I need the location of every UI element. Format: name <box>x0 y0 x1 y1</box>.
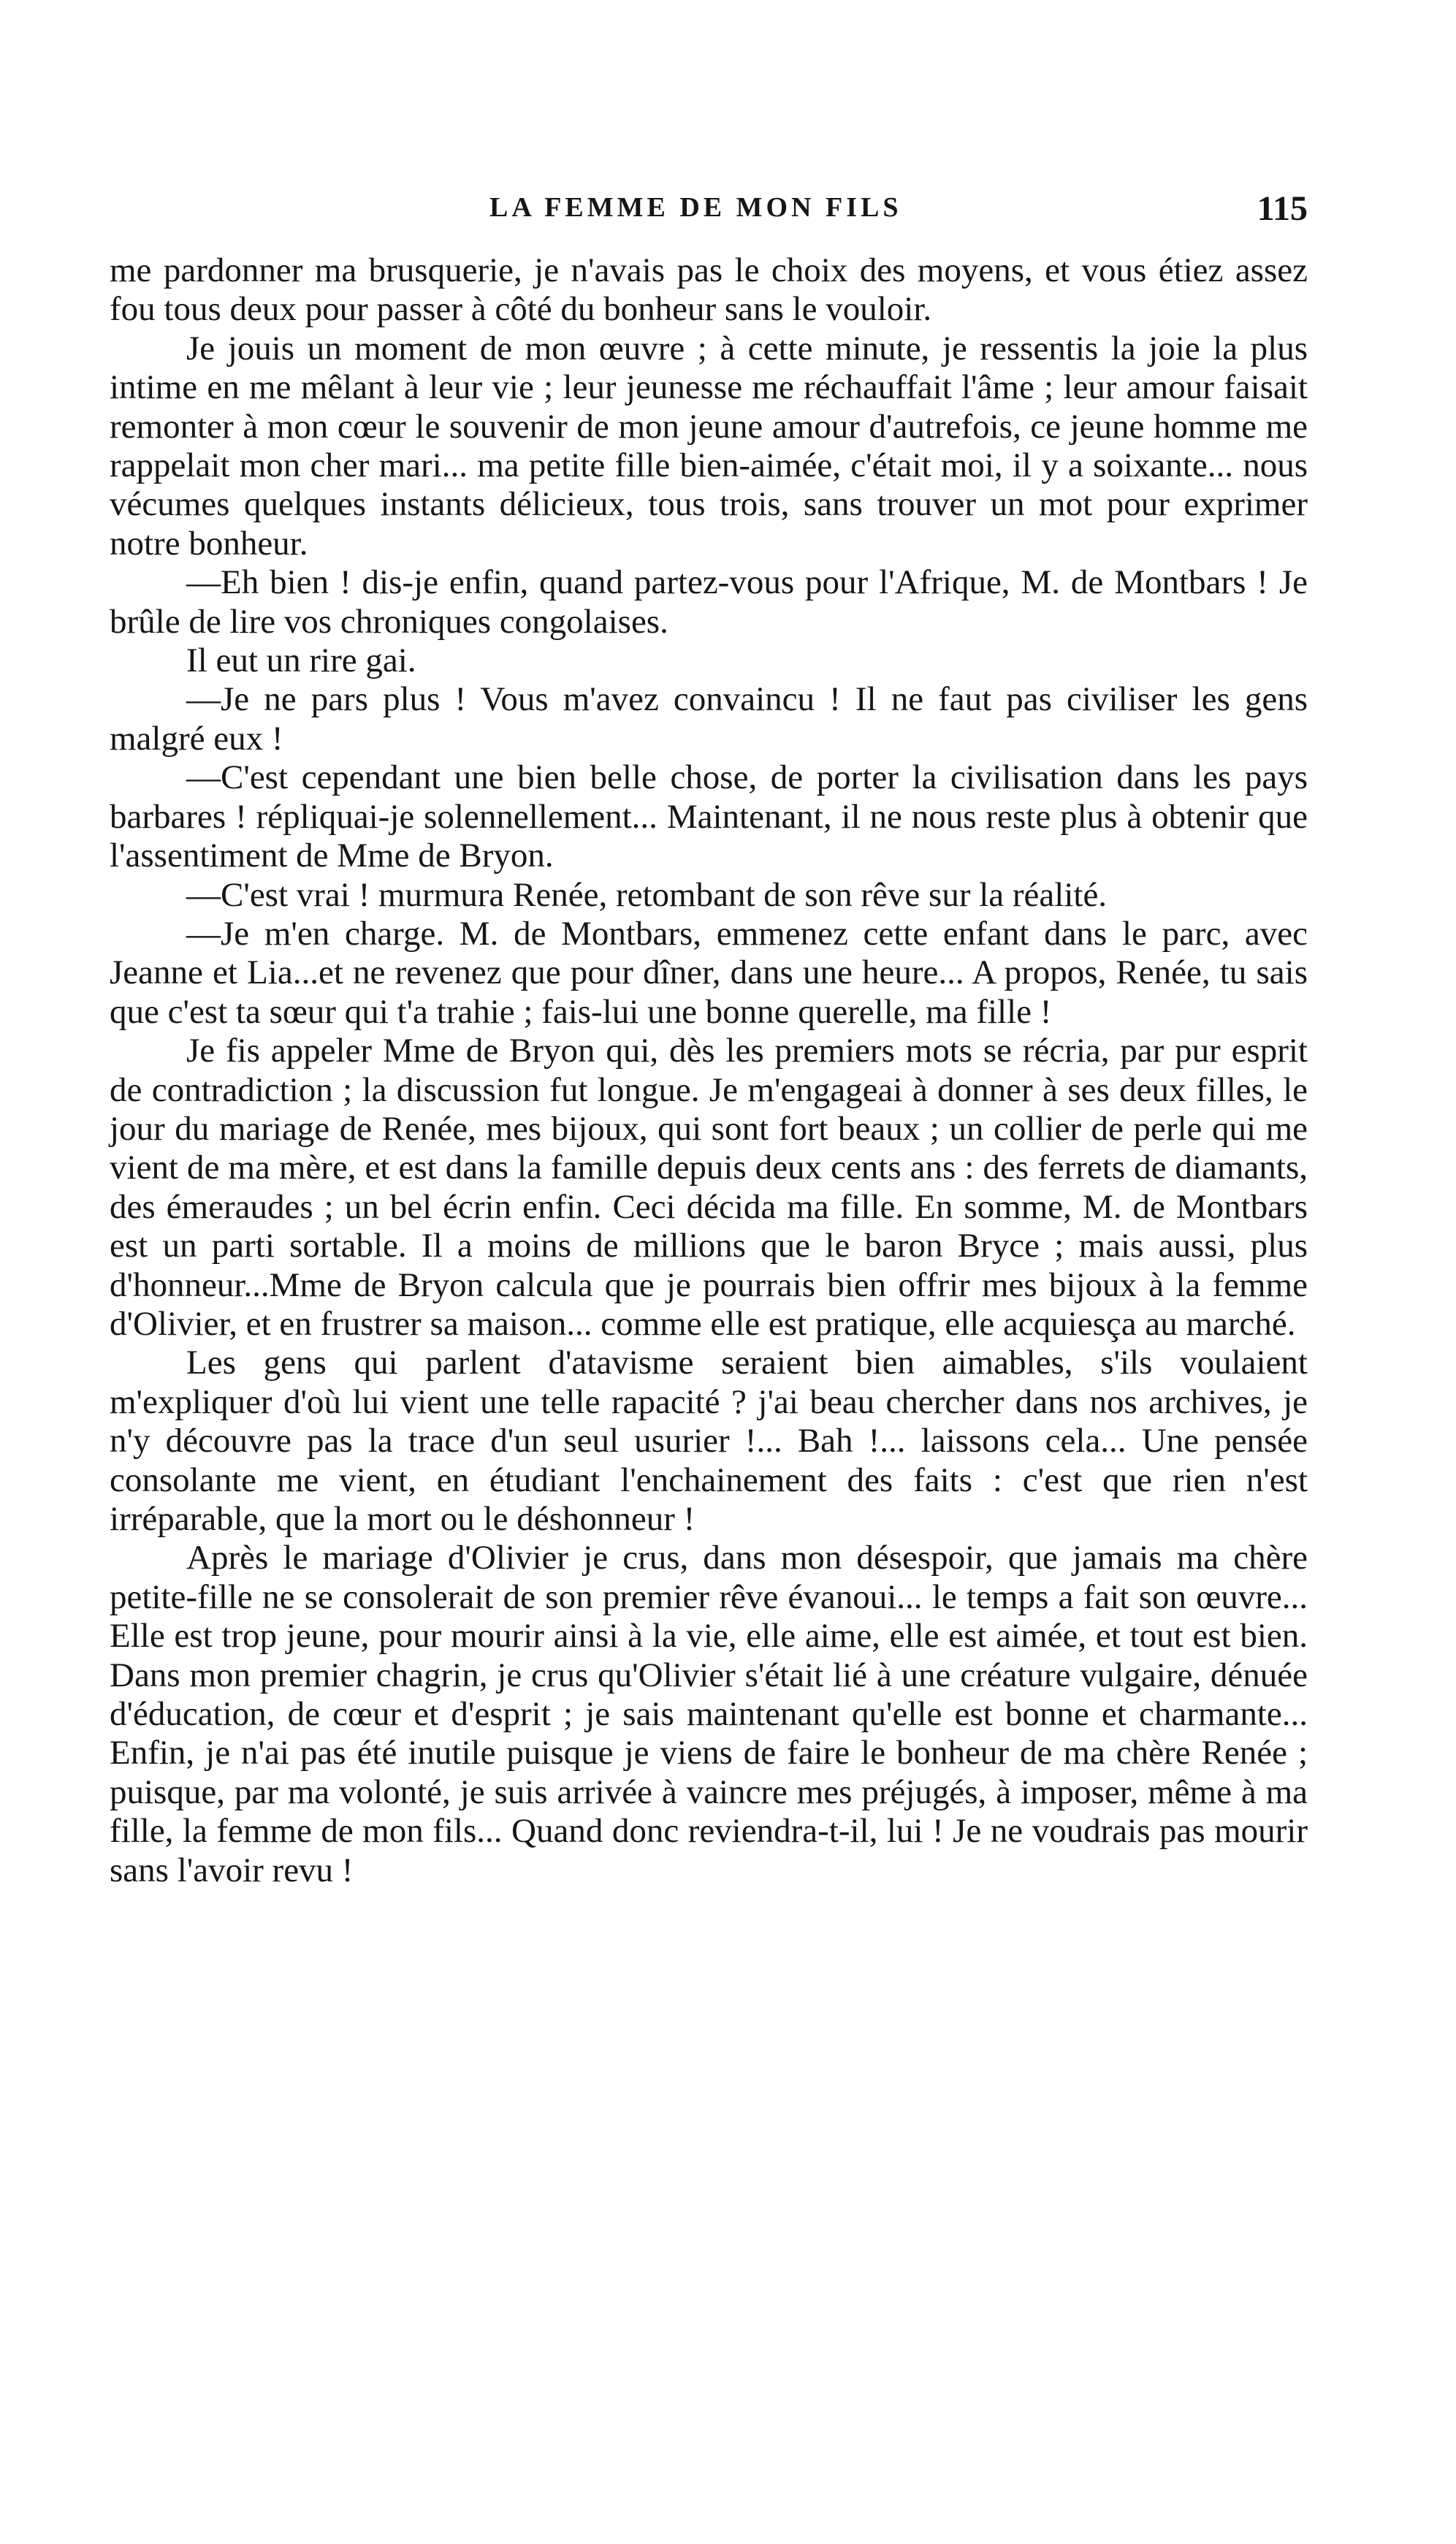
paragraph: —Je ne pars plus ! Vous m'avez convaincu ! Il ne faut pas civiliser les gens malgré eux ! <box>110 680 1308 758</box>
paragraph: Je fis appeler Mme de Bryon qui, dès les premiers mots se récria, par pur esprit de contradiction ; la discussion fut longue. Je m'engageai à donner à ses deux filles, le jour du mariage de Renée, mes bijoux, qui sont fort beaux ; un collier de perle qui me vient de ma mère, et est dans la famille depuis deux cents ans : des ferrets de diamants, des émeraudes ; un bel écrin enfin. Ceci décida ma fille. En somme, M. de Montbars est un parti sortable. Il a moins de millions que le baron Bryce ; mais aussi, plus d'honneur...Mme de Bryon calcula que je pourrais bien offrir mes bijoux à la femme d'Olivier, et en frustrer sa maison... comme elle est pratique, elle acquiesça au marché. <box>110 1032 1308 1343</box>
paragraph: Les gens qui parlent d'atavisme seraient bien aimables, s'ils voulaient m'expliquer d'où lui vient une telle rapacité ? j'ai beau chercher dans nos archives, je n'y découvre pas la trace d'un seul usurier !... Bah !... laissons cela... Une pensée consolante me vient, en étudiant l'enchainement des faits : c'est que rien n'est irréparable, que la mort ou le déshonneur ! <box>110 1344 1308 1538</box>
page-number: 115 <box>1257 189 1308 228</box>
book-page <box>110 191 1308 1890</box>
paragraph: Après le mariage d'Olivier je crus, dans mon désespoir, que jamais ma chère petite-fille ne se consolerait de son premier rêve évanoui... le temps a fait son œuvre... Elle est trop jeune, pour mourir ainsi à la vie, elle aime, elle est aimée, et tout est bien. Dans mon premier chagrin, je crus qu'Olivier s'était lié à une créature vulgaire, dénuée d'éducation, de cœur et d'esprit ; je sais maintenant qu'elle est bonne et charmante... Enfin, je n'ai pas été inutile puisque je viens de faire le bonheur de ma chère Renée ; puisque, par ma volonté, je suis arrivée à vaincre mes préjugés, à imposer, même à ma fille, la femme de mon fils... Quand donc reviendra-t-il, lui ! Je ne voudrais pas mourir sans l'avoir revu ! <box>110 1539 1308 1889</box>
paragraph: —Je m'en charge. M. de Montbars, emmenez cette enfant dans le parc, avec Jeanne et Lia...et ne revenez que pour dîner, dans une heure... A propos, Renée, tu sais que c'est ta sœur qui t'a trahie ; fais-lui une bonne querelle, ma fille ! <box>110 914 1308 1031</box>
paragraph: Je jouis un moment de mon œuvre ; à cette minute, je ressentis la joie la plus intime en me mêlant à leur vie ; leur jeunesse me réchauffait l'âme ; leur amour faisait remonter à mon cœur le souvenir de mon jeune amour d'autrefois, ce jeune homme me rappelait mon cher mari... ma petite fille bien-aimée, c'était moi, il y a soixante... nous vécumes quelques instants délicieux, tous trois, sans trouver un mot pour exprimer notre bonheur. <box>110 329 1308 563</box>
paragraph-continued: me pardonner ma brusquerie, je n'avais pas le choix des moyens, et vous étiez assez fou tous deux pour passer à côté du bonheur sans le vouloir. <box>110 251 1308 329</box>
running-title: LA FEMME DE MON FILS <box>489 192 902 223</box>
paragraph: —Eh bien ! dis-je enfin, quand partez-vous pour l'Afrique, M. de Montbars ! Je brûle de lire vos chroniques congolaises. <box>110 563 1308 641</box>
body-text <box>110 251 1308 1890</box>
running-head <box>110 191 1308 235</box>
paragraph: —C'est cependant une bien belle chose, de porter la civilisation dans les pays barbares ! répliquai-je solennellement... Maintenant, il ne nous reste plus à obtenir que l'assentiment de Mme de Bryon. <box>110 758 1308 875</box>
paragraph: —C'est vrai ! murmura Renée, retombant de son rêve sur la réalité. <box>186 875 1108 914</box>
paragraph: Il eut un rire gai. <box>186 641 416 680</box>
